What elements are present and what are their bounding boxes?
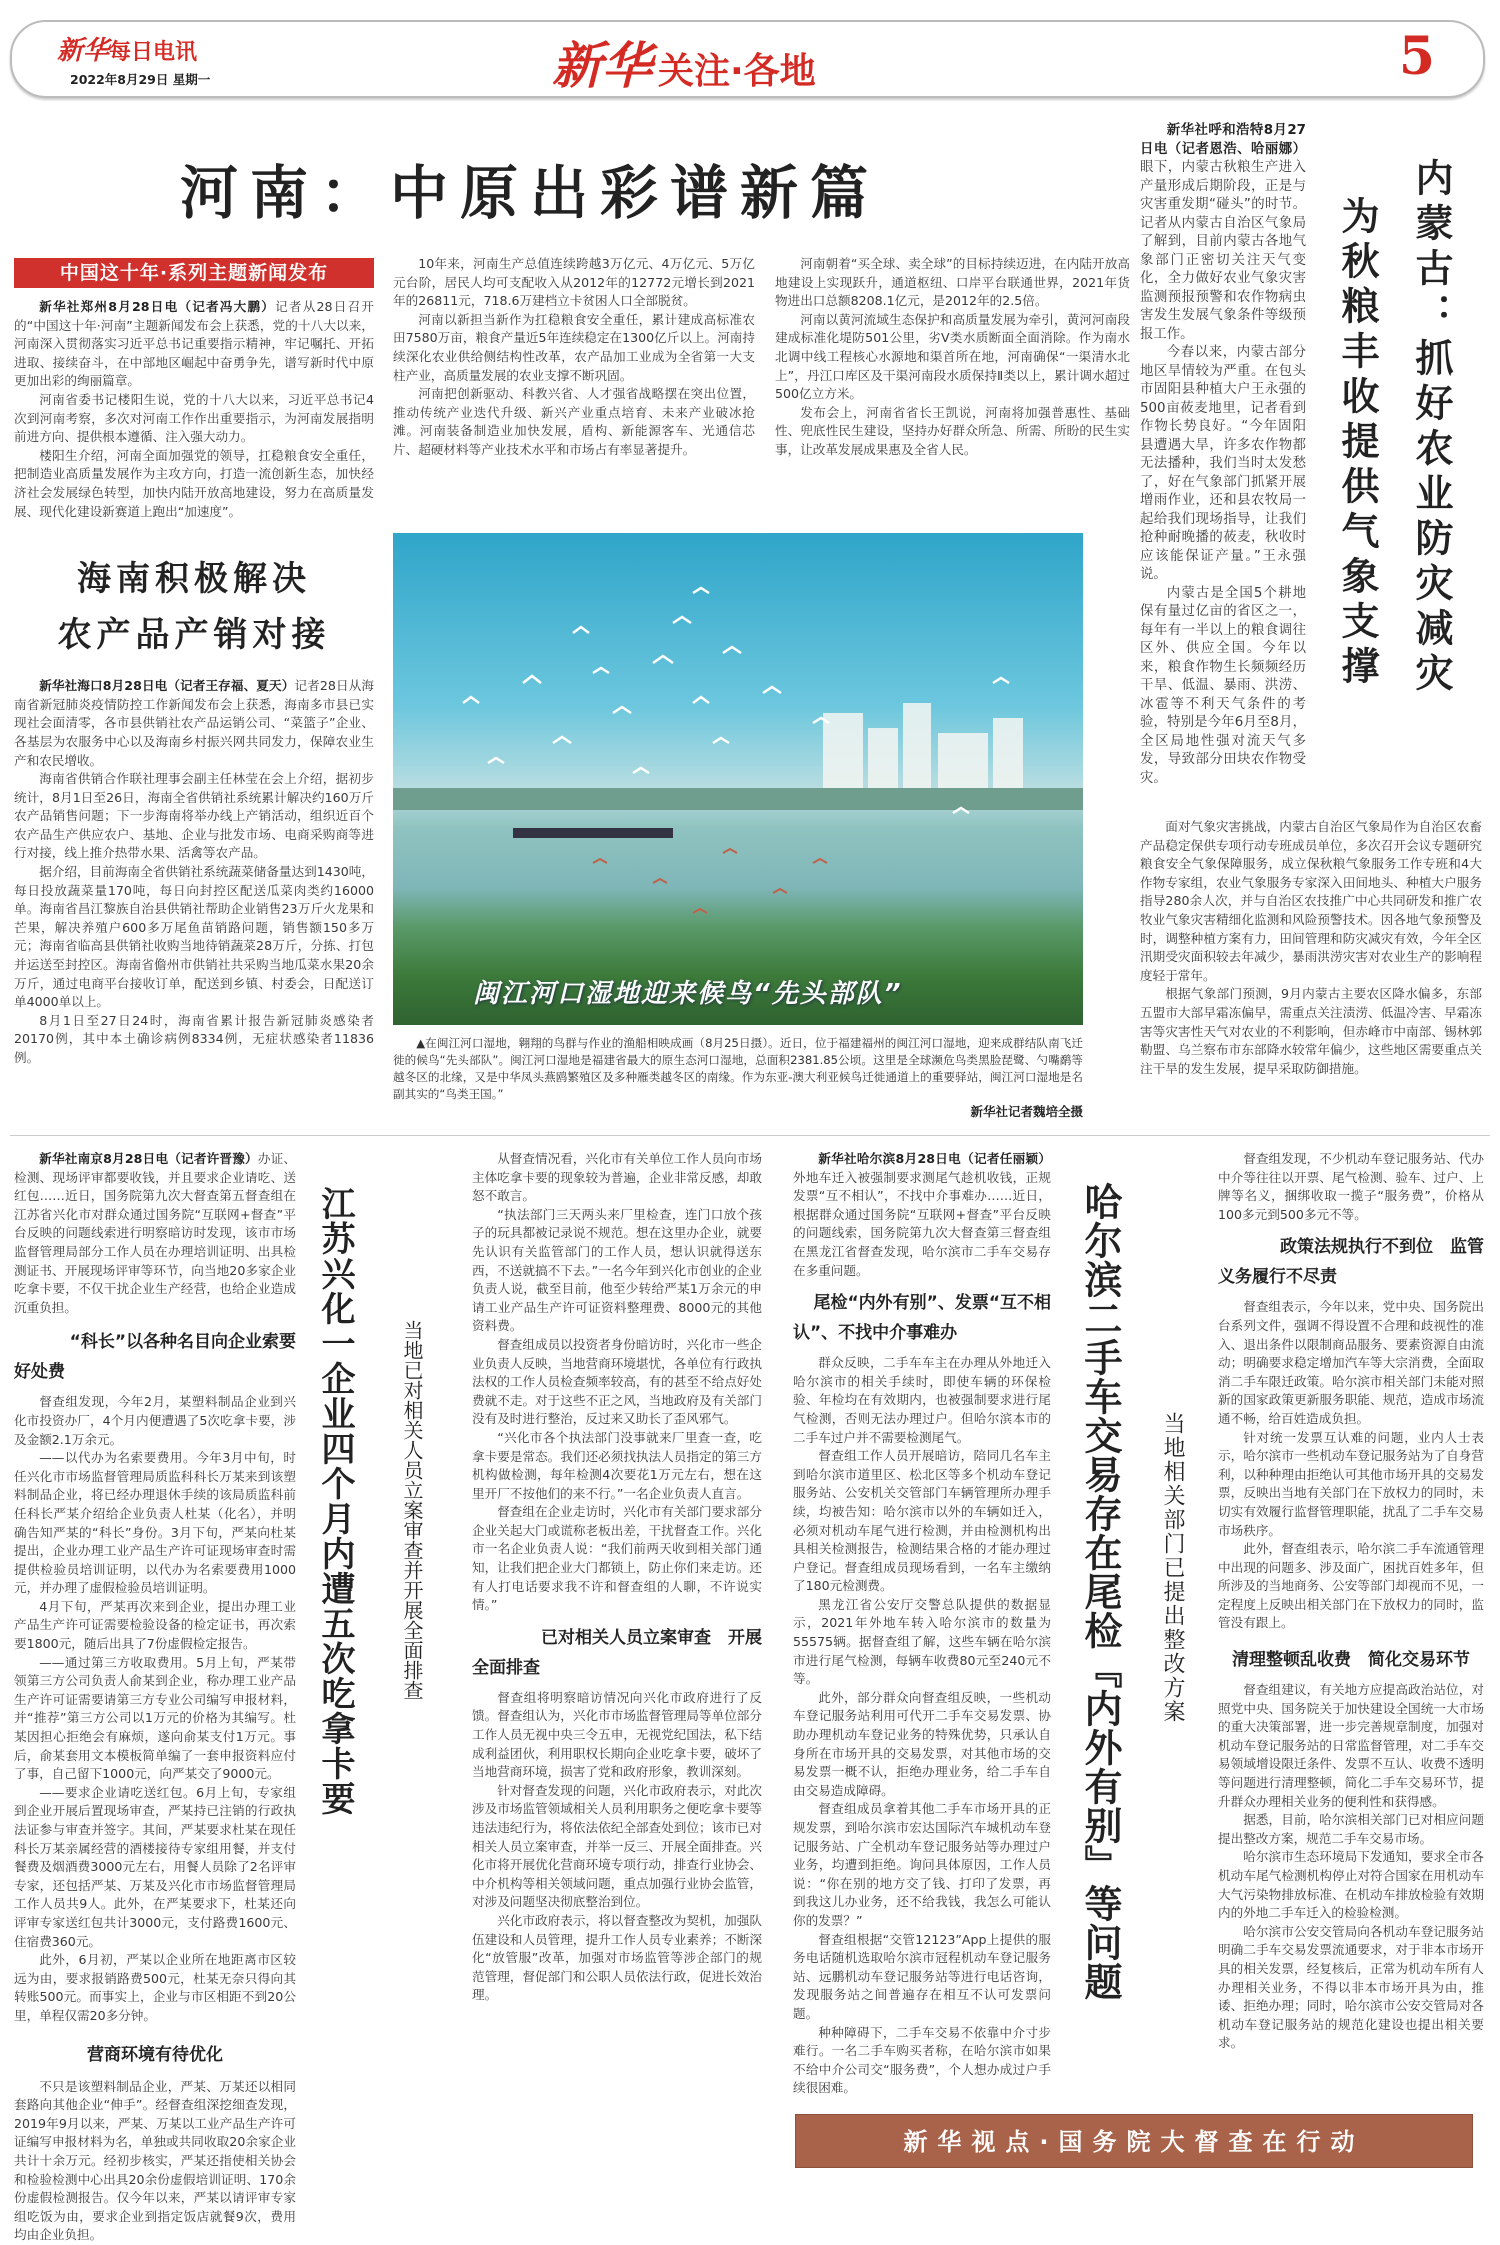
henan-col-1: 新华社郑州8月28日电（记者冯大鹏）记者从28日召开的“中国这十年·河南”主题新闻发布会上获悉，党的十八大以来，河南深入贯彻落实习近平总书记重要指示精神，牢记嘱托、开拓进取、接续奋斗，在中部地区崛起中奋勇争先，谱写新时代中原更加出彩的绚丽篇章。 河南省委书记楼阳生说，党的十八大以来，习近平总书记4次到河南考察，多次对河南工作作出重要指示，为河南发展指明前进方向、提供根本遵循、注入强大动力。 楼阳生介绍，河南全面加强党的领导，扛稳粮食安全重任，把制造业高质量发展作为主攻方向，打造一流创新生态，加快经济社会发展绿色转型，加快内陆开放高地建设，努力在高质量发展、现代化建设新赛道上跑出“加速度”。 xyxy=(14,299,374,519)
harbin-headline: 哈尔滨二手车交易存在尾检『内外有别』等问题 xyxy=(1078,1182,1123,2001)
photo-overlay-title: 闽江河口湿地迎来候鸟“先头部队” xyxy=(473,979,903,1009)
harbin-section-3-title: 清理整顿乱收费 简化交易环节 xyxy=(1232,1650,1470,1671)
photo-scene xyxy=(393,533,1083,1025)
harbin-section-1-title: 尾检“内外有别”、发票“互不相 认”、不找中介事难办 xyxy=(793,1293,1051,1344)
photo-credit: 新华社记者魏培全摄 xyxy=(970,1104,1083,1119)
left-column xyxy=(14,258,374,1068)
harbin-col-1: 新华社哈尔滨8月28日电（记者任丽颖）外地车迁入被强制要求测尾气趁机收钱，正规发票“互不相认”，不找中介事难办……近日，根据群众通过国务院“互联网+督查”平台反映的问题线索，国务院第九次大督查第三督查组在黑龙江省督查发现，哈尔滨市二手车交易存在多重问题。 尾检“内外有别”、发票“互不相 认”、不找中介事难办 群众反映，二手车车主在办理从外地迁入哈尔滨市的相关手续时，即使车辆的环保检验、年检均在有效期内，也被强制要求进行尾气检测，否则无法办理过户。但哈尔滨本市的二手车过户并不需要检测尾气。 督查组工作人员开展暗访，陪同几名车主到哈尔滨市道里区、松北区等多个机动车登记服务站、公安机关交管部门车辆管理所办理手续，均被告知：哈尔滨市以外的车辆如迁入，必须对机动车尾气进行检测，并由检测机构出具相关检测报告，检测结果合格的才能办理过户登记。督查组成员现场看到，一名车主缴纳了180元检测费。 黑龙江省公安厅交警总队提供的数据显示，2021年外地车转入哈尔滨市的数量为55575辆。据督查组了解，这些车辆在哈尔滨市进行尾气检测，每辆车收费80元至240元不等。 此外，部分群众向督查组反映，一些机动车登记服务站利用可代开二手车交易发票、协助办理机动车登记业务的特殊优势，只承认自身所在市场开具的交易发票，对其他市场的交易发票一概不认，拒绝办理业务，给二手车自由交易造成障碍。 督查组成员拿着其他二手车市场开具的正规发票，到哈尔滨市宏达国际汽车城机动车登记服务站、广全机动车登记服务站等办理过户业务，均遭到拒绝。询问具体原因，工作人员说：“你在别的地方交了钱、打印了发票，再到我这儿办业务，还不给我钱，我怎么可能认你的发票？” 督查组根据“交管12123”App上提供的服务电话随机选取哈尔滨市冠程机动车登记服务站、远鹏机动车登记服务站等进行电话咨询，发现服务站之间普遍存在相互不认可发票问题。 种种障碍下，二手车交易不依靠中介寸步难行。一名二手车购买者称，在哈尔滨市如果不给中介公司交“服务费”，个人想办成过户手续很困难。 xyxy=(793,1151,1051,2096)
neimenggu-headline: 内蒙古：抓好农业防灾减灾 xyxy=(1409,158,1454,698)
footer-banner: 新华视点·国务院大督查在行动 xyxy=(795,2114,1473,2168)
jiangsu-article xyxy=(14,1150,762,2245)
henan-headline: 河南：中原出彩谱新篇 xyxy=(180,159,881,227)
issue-date: 2022年8月29日 星期一 xyxy=(70,72,211,87)
upper-left-middle xyxy=(14,122,1130,1121)
page-number: 5 xyxy=(1398,26,1435,87)
hainan-body: 新华社海口8月28日电（记者王存福、夏天）记者28日从海南省新冠肺炎疫情防控工作新闻发布会上获悉，海南多市县已实现社会面清零，各市县供销社农产品运销公司、“菜篮子”企业、各基层为农服务中心以及海南乡村振兴网共同发力，保障农业生产和农民增收。 海南省供销合作联社理事会副主任林莹在会上介绍，据初步统计，8月1日至26日，海南全省供销社系统累计解决约160万斤农产品销售问题；下一步海南将举办线上产销活动，组织近百个农产品生产供应农户、基地、企业与批发市场、电商采购商等进行对接，线上推介热带水果、活禽等农产品。 据介绍，目前海南全省供销社系统蔬菜储备量达到1430吨，每日投放蔬菜量170吨，每日向封控区配送瓜菜肉类约16000单。海南省昌江黎族自治县供销社帮助企业销售23万斤火龙果和芒果，解决养殖户600多万尾鱼苗销路问题，销售额150多万元；海南省临高县供销社收购当地待销蔬菜28万斤，分拣、打包并运送至封控区。海南省儋州市供销社共采购当地瓜菜水果20余万斤，通过电商平台接收订单，配送到乡镇、村委会，日配送订单4000单以上。 8月1日至27日24时，海南省累计报告新冠肺炎感染者20170例，其中本土确诊病例8334例，无症状感染者11836例。 xyxy=(14,678,374,1065)
neimenggu-subheadline: 为秋粮丰收提供气象支撑 xyxy=(1335,196,1380,691)
masthead xyxy=(10,20,1485,98)
jiangsu-col-2: 从督查情况看，兴化市有关单位工作人员向市场主体吃拿卡要的现象较为普遍，企业非常反感，却敢怒不敢言。 “执法部门三天两头来厂里检查，连门口放个孩子的玩具都被记录说不规范。想在这里办企业，就要先认识有关监管部门的工作人员，想认识就得送东西，不送就搞不下去。”一名今年到兴化市创业的企业负责人说，截至目前，他至少转给严某1万余元的申请工业产品生产许可证资料整理费、8000元的其他资料费。 督查组成员以投资者身份暗访时，兴化市一些企业负责人反映，当地营商环境堪忧，各单位有行政执法权的工作人员检查频率较高，有的甚至不给点好处费就不走。对于这些不正之风，当地政府及有关部门没有及时进行整治，反过来又助长了歪风邪气。 “兴化市各个执法部门没事就来厂里查一查，吃拿卡要是常态。我们还必须找执法人员指定的第三方机构做检测，每年检测4次要花1万元左右，想在这里开厂不按他们的来不行。”一名企业负责人直言。 督查组在企业走访时，兴化市有关部门要求部分企业关起大门或谎称老板出差，干扰督查工作。兴化市一名企业负责人说：“我们前两天收到相关部门通知，让我们把企业大门都锁上，防止你们来走访。还有人打电话要求我不许和督查组的人聊，不许说实情。” 已对相关人员立案审查 开展 全面排查 督查组将明察暗访情况向兴化市政府进行了反馈。督查组认为，兴化市市场监督管理局等单位部分工作人员无视中央三令五申，无视党纪国法，私下结成利益团伙，利用职权长期向企业吃拿卡要，破坏了当地营商环境，损害了党和政府形象，教训深刻。 针对督查发现的问题，兴化市政府表示，对此次涉及市场监管领域相关人员利用职务之便吃拿卡要等违法违纪行为，将依法依纪全部查处到位；该市已对相关人员立案审查，并举一反三、开展全面排查。兴化市将开展优化营商环境专项行动，排查行业协会、中介机构等相关领域问题，重点加强行业协会监管，对涉及问题坚决彻底整治到位。 兴化市政府表示，将以督查整改为契机，加强队伍建设和人员管理，提升工作人员专业素养；不断深化“放管服”改革，加强对市场监管等涉企部门的规范管理，督促部门和公职人员依法行政，促进长效治理。 xyxy=(472,1151,762,2003)
jiangsu-col-1: 新华社南京8月28日电（记者许晋豫）办证、检测、现场评审都要收钱，并且要求企业请吃、送红包……近日，国务院第九次大督查第五督查组在江苏省兴化市对群众通过国务院“互联网+督查”平台反映的问题线索进行明察暗访时发现，该市市场监督管理局部分工作人员在办理培训证明、出具检测证书、开展现场评审等环节，向当地20多家企业吃拿卡要，不仅干扰企业生产经营，也给企业造成沉重负担。 “科长”以各种名目向企业索要 好处费 督查组发现，今年2月，某塑料制品企业到兴化市投资办厂，4个月内便遭遇了5次吃拿卡要，涉及金额2.1万余元。 ——以代办为名索要费用。今年3月中旬，时任兴化市市场监督管理局质监科科长万某来到该塑料制品企业，将已经办理退休手续的该局质监科前任科长严某介绍给企业负责人杜某（化名），并明确告知严某的“科长”身份。3月下旬，严某向杜某提出，企业办理工业产品生产许可证现场审查时需提供检验员培训证明，以代办为名索要费用1000元，并办理了虚假检验员培训证明。 4月下旬，严某再次来到企业，提出办理工业产品生产许可证需要检验设备的检定证书，再次索要1800元，随后出具了7份虚假检定报告。 ——通过第三方收取费用。5月上旬，严某带领第三方公司负责人俞某到企业，称办理工业产品生产许可证需要请第三方专业公司编写申报材料，并“推荐”第三方公司以1万元的价格为其编写。杜某因担心拒绝会有麻烦，遂向俞某支付1万元。事后，俞某套用文本模板简单编了一套申报资料应付了事，自己留下1000元，向严某交了9000元。 ——要求企业请吃送红包。6月上旬，专家组到企业开展后置现场审查，严某持已注销的行政执法证参与审查并签字。其间，严某要求杜某在现任科长万某亲属经营的酒楼接待专家组用餐，并支付餐费及烟酒费3000元左右，用餐人员除了2名评审专家，还包括严某、万某及兴化市市场监督管理局工作人员共9人。此外，在严某要求下，杜某还向评审专家送红包共计3000元，支付路费1600元、住宿费360元。 此外，6月初，严某以企业所在地距离市区较远为由，要求报销路费500元，杜某无奈只得向其转账500元。而事实上，企业与市区相距不到20公里，单程仅需20多分钟。 营商环境有待优化 不只是该塑料制品企业，严某、万某还以相同套路向其他企业“伸手”。经督查组深挖细查发现，2019年9月以来，严某、万某以工业产品生产许可证编写申报材料为名，单独或共同收取20余家企业共计十余万元。经初步核实，严某还指使相关协会和检验检测中心出具20余份虚假培训证明、170余份虚假检测报告。仅今年以来，严某以请评审专家组吃饭为由，要求企业到指定饭店就餐9次，费用均由企业负担。 xyxy=(14,1151,296,2243)
upper-section xyxy=(14,122,1484,1121)
henan-col-2: 10年来，河南生产总值连续跨越3万亿元、4万亿元、5万亿元台阶，居民人均可支配收入从2012年的12772元增长到2021年的26811元，718.6万建档立卡贫困人口全部脱贫。 河南以新担当新作为扛稳粮食安全重任，累计建成高标准农田7580万亩，粮食产量近5年连续稳定在1300亿斤以上。河南持续深化农业供给侧结构性改革，农产品加工业成为全省第一大支柱产业，高质量发展的农业支撑不断巩固。 河南把创新驱动、科教兴省、人才强省战略摆在突出位置，推动传统产业迭代升级、新兴产业重点培育、未来产业破冰抢滩。河南装备制造业加快发展，盾构、新能源客车、光通信芯片、超硬材料等产业技术水平和市场占有率显著提升。 xyxy=(393,256,755,457)
photo-caption: ▲在闽江河口湿地，翱翔的鸟群与作业的渔船相映成画（8月25日摄）。近日，位于福建福州的闽江河口湿地，迎来成群结队南飞迁徙的候鸟“先头部队”。闽江河口湿地是福建省最大的原生态河口湿地，总面积2381.85公顷。这里是全球濒危鸟类黑脸琵鹭、勺嘴鹬等越冬区的北缘，又是中华凤头燕鸥繁殖区及多种雁类越冬区的南缘。作为东亚-澳大利亚候鸟迁徙通道上的重要驿站，闽江河口湿地是名副其实的“鸟类王国。” xyxy=(393,1036,1083,1101)
fishing-boat xyxy=(513,828,673,838)
right-column xyxy=(1140,122,1484,1078)
neimenggu-col-wide: 面对气象灾害挑战，内蒙古自治区气象局作为自治区农畜产品稳定保供专项行动专班成员单位，多次召开会议专题研究粮食安全气象保障服务，成立保秋粮气象服务工作专班和4大作物专家组，农业气象服务专家深入田间地头、种植大户服务指导280余人次，并与自治区农技推广中心共同研发和推广农牧业气象灾害精细化监测和风险预警技术。因各地气象预警及时，调整种植方案有力，田间管理和防灾减灾有效，今年全区汛期受灾面积较去年减少，暴雨洪涝灾害对农业生产的影响程度轻于常年。 根据气象部门预测，9月内蒙古主要农区降水偏多，东部五盟市大部早霜冻偏早，需重点关注渍涝、低温冷害、早霜冻害等灾害性天气对农业的不利影响，但赤峰市中南部、锡林郭勒盟、乌兰察布市东部降水较常年偏少，这些地区需要重点关注干旱的发生发展，提早采取防御措施。 xyxy=(1140,819,1482,1076)
neimenggu-col-narrow: 新华社呼和浩特8月27日电（记者恩浩、哈丽娜）眼下，内蒙古秋粮生产进入产量形成后期阶段，正是与灾害重发期“碰头”的时节。记者从内蒙古自治区气象局了解到，目前内蒙古各地气象部门正密切关注天气变化，全力做好农业气象灾害监测预报预警和农作物病虫害发生发展气象条件等级预报工作。 今春以来，内蒙古部分地区旱情较为严重。在包头市固阳县种植大户王永强的500亩莜麦地里，记者看到作物长势良好。“今年固阳县遭遇大旱，许多农作物都无法播种，我们当时太发愁了，好在气象部门抓紧开展增雨作业，还和县农牧局一起给我们现场指导，让我们抢种耐晚播的莜麦，秋收时应该能保证产量。”王永强说。 内蒙古是全国5个耕地保有量过亿亩的省区之一，每年有一半以上的粮食调往区外、供应全国。今年以来，粮食作物生长频频经历干旱、低温、暴雨、洪涝、冰雹等不利天气条件的考验，特别是今年6月至8月，全区局地性强对流天气多发，导致部分田块农作物受灾。 xyxy=(1140,123,1306,786)
jiangsu-section-3-title: 已对相关人员立案审查 开展 全面排查 xyxy=(472,1627,762,1678)
harbin-article xyxy=(793,1150,1484,2184)
page-body xyxy=(14,122,1484,2245)
paper-logo: 新华每日电讯 xyxy=(57,36,198,66)
jiangsu-subheadline: 当地已对相关人员立案审查并开展全面排查 xyxy=(400,1320,424,1700)
section-divider xyxy=(10,1135,1490,1136)
henan-cols-2-3 xyxy=(393,255,1130,527)
section-title: 新华 关注·各地 xyxy=(552,36,816,95)
henan-col-3: 河南朝着“买全球、卖全球”的目标持续迈进，在内陆开放高地建设上实现跃升，通道枢纽、口岸平台联通世界，2021年货物进出口总额8208.1亿元，是2012年的2.5倍。 河南以黄河流域生态保护和高质量发展为牵引，黄河河南段建成标准化堤防501公里，劣V类水质断面全面消除。作为南水北调中线工程核心水源地和渠首所在地，河南确保“一渠清水北上”，丹江口库区及干渠河南段水质保持Ⅱ类以上，累计调水超过500亿立方米。 发布会上，河南省省长王凯说，河南将加强普惠性、基础性、兜底性民生建设，坚持办好群众所急、所需、所盼的民生实事，让改革发展成果惠及全省人民。 xyxy=(775,256,1130,457)
harbin-col-2: 督查组发现，不少机动车登记服务站、代办中介等往往以开票、尾气检测、验车、过户、上牌等名义，捆绑收取一揽子“服务费”，价格从100多元到500多元不等。 政策法规执行不到位 监管 义务履行不尽责 督查组表示，今年以来，党中央、国务院出台系列文件，强调不得设置不合理和歧视性的准入、退出条件以限制商品服务、要素资源自由流动；明确要求稳定增加汽车等大宗消费，全面取消二手车限迁政策。哈尔滨市相关部门未能对照新的国家政策更新服务职能、规范，造成市场流通不畅，给百姓造成负担。 针对统一发票互认难的问题，业内人士表示，哈尔滨市一些机动车登记服务站为了自身营利，以种种理由拒绝认可其他市场开具的交易发票，反映出当地有关部门在下放权力的同时，未切实有效履行监督管理职能，扰乱了二手车交易市场秩序。 此外，督查组表示，哈尔滨二手车流通管理中出现的问题多、涉及面广，困扰百姓多年，但所涉及的当地商务、公安等部门却视而不见，一定程度上反映出相关部门在下放权力的同时，监管没有跟上。 清理整顿乱收费 简化交易环节 督查组建议，有关地方应提高政治站位，对照党中央、国务院关于加快建设全国统一大市场的重大决策部署，进一步完善规章制度，加强对机动车登记服务站的日常监督管理，对二手车交易领域增设限迁条件、发票不互认、收费不透明等问题进行清理整顿，简化二手车交易环节，提升群众办理相关业务的便利性和获得感。 据悉，目前，哈尔滨相关部门已对相应问题提出整改方案，规范二手车交易市场。 哈尔滨市生态环境局下发通知，要求全市各机动车尾气检测机构停止对符合国家在用机动车大气污染物排放标准、在机动车排放检验有效期内的外地二手车迁入的检验检测。 哈尔滨市公安交管局向各机动车登记服务站明确二手车交易发票流通要求，对于非本市场开具的相关发票，经复核后，正常为机动车所有人办理相关业务，不得以非本市场开具为由，推诿、拒绝办理；同时，哈尔滨市公安交管局对各机动车登记服务站的规范化建设也提出相关要求。 xyxy=(1218,1151,1484,2051)
jiangsu-section-1-title: “科长”以各种名目向企业索要 好处费 xyxy=(14,1332,296,1383)
hainan-headline: 海南积极解决 农产品产销对接 xyxy=(57,559,331,656)
middle-column xyxy=(393,255,1130,1121)
jiangsu-section-2-title: 营商环境有待优化 xyxy=(87,2044,223,2065)
wetland-bird-photo xyxy=(393,533,1083,1025)
jiangsu-headline: 江苏兴化一企业四个月内遭五次吃拿卡要 xyxy=(315,1186,355,1816)
harbin-section-2-title: 政策法规执行不到位 监管 义务履行不尽责 xyxy=(1218,1237,1484,1288)
series-banner: 中国这十年·系列主题新闻发布 xyxy=(14,258,374,288)
harbin-subheadline: 当地相关部门已提出整改方案 xyxy=(1160,1412,1185,1724)
lower-section xyxy=(14,1150,1484,2245)
